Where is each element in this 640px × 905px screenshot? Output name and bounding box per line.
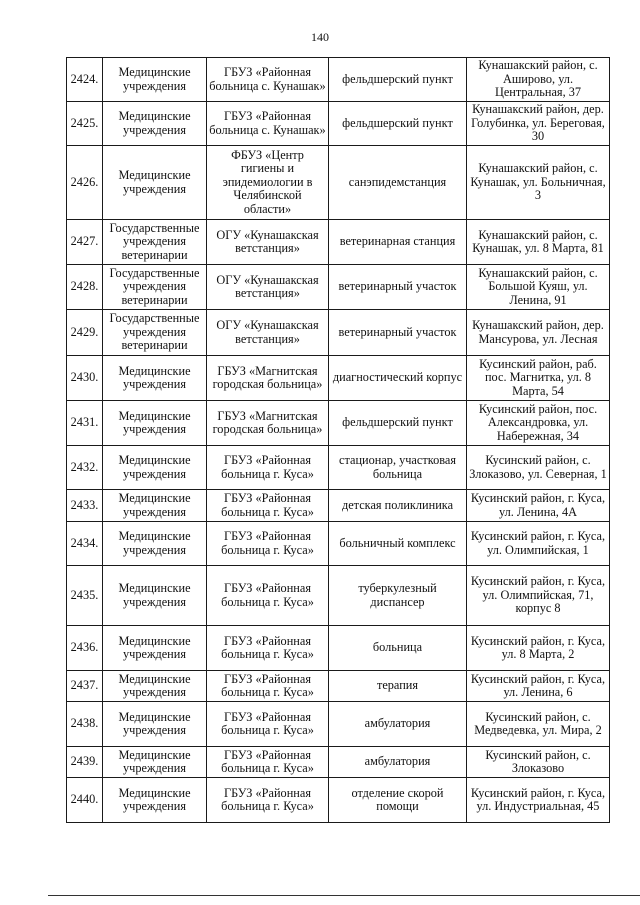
institution-type-cell: Медицинские учреждения <box>103 778 207 823</box>
object-cell: фельдшерский пункт <box>329 401 467 446</box>
organization-cell: ФБУЗ «Центр гигиены и эпидемиологии в Челябинской области» <box>207 146 329 220</box>
table-row <box>67 146 610 220</box>
organization-cell: ГБУЗ «Районная больница с. Кунашак» <box>207 102 329 146</box>
institution-type-cell: Медицинские учреждения <box>103 58 207 102</box>
address-cell: Кусинский район, с. Злоказово <box>467 747 610 778</box>
organization-cell: ГБУЗ «Районная больница г. Куса» <box>207 671 329 702</box>
table-row <box>67 58 610 102</box>
table-row <box>67 702 610 747</box>
object-cell: больничный комплекс <box>329 522 467 566</box>
object-cell: ветеринарный участок <box>329 265 467 310</box>
row-number-cell: 2437. <box>67 671 103 702</box>
object-cell: диагностический корпус <box>329 356 467 401</box>
institution-type-cell: Медицинские учреждения <box>103 626 207 671</box>
row-number-cell: 2429. <box>67 310 103 356</box>
row-number-cell: 2430. <box>67 356 103 401</box>
object-cell: фельдшерский пункт <box>329 58 467 102</box>
row-number-cell: 2436. <box>67 626 103 671</box>
row-number-cell: 2425. <box>67 102 103 146</box>
table-row <box>67 566 610 626</box>
table-row <box>67 401 610 446</box>
row-number-cell: 2439. <box>67 747 103 778</box>
page-number: 140 <box>311 30 329 44</box>
registry-table-body <box>67 58 610 823</box>
organization-cell: ГБУЗ «Районная больница с. Кунашак» <box>207 58 329 102</box>
address-cell: Кусинский район, г. Куса, ул. Индустриальная, 45 <box>467 778 610 823</box>
institution-type-cell: Государственные учреждения ветеринарии <box>103 265 207 310</box>
institution-type-cell: Медицинские учреждения <box>103 356 207 401</box>
object-cell: детская поликлиника <box>329 490 467 522</box>
institution-type-cell: Медицинские учреждения <box>103 102 207 146</box>
organization-cell: ГБУЗ «Районная больница г. Куса» <box>207 446 329 490</box>
organization-cell: ГБУЗ «Магнитская городская больница» <box>207 401 329 446</box>
table-row <box>67 778 610 823</box>
page-bottom-rule <box>48 895 640 896</box>
organization-cell: ГБУЗ «Районная больница г. Куса» <box>207 778 329 823</box>
institution-type-cell: Медицинские учреждения <box>103 566 207 626</box>
address-cell: Кусинский район, г. Куса, ул. Олимпийская, 1 <box>467 522 610 566</box>
object-cell: ветеринарная станция <box>329 220 467 265</box>
address-cell: Кусинский район, г. Куса, ул. Ленина, 6 <box>467 671 610 702</box>
organization-cell: ГБУЗ «Районная больница г. Куса» <box>207 626 329 671</box>
row-number-cell: 2427. <box>67 220 103 265</box>
institution-type-cell: Медицинские учреждения <box>103 522 207 566</box>
organization-cell: ГБУЗ «Районная больница г. Куса» <box>207 702 329 747</box>
institution-type-cell: Медицинские учреждения <box>103 671 207 702</box>
organization-cell: ГБУЗ «Районная больница г. Куса» <box>207 566 329 626</box>
institution-type-cell: Медицинские учреждения <box>103 702 207 747</box>
institution-type-cell: Государственные учреждения ветеринарии <box>103 220 207 265</box>
row-number-cell: 2438. <box>67 702 103 747</box>
object-cell: санэпидемстанция <box>329 146 467 220</box>
row-number-cell: 2424. <box>67 58 103 102</box>
organization-cell: ГБУЗ «Районная больница г. Куса» <box>207 490 329 522</box>
row-number-cell: 2440. <box>67 778 103 823</box>
object-cell: фельдшерский пункт <box>329 102 467 146</box>
table-row <box>67 446 610 490</box>
table-row <box>67 265 610 310</box>
object-cell: амбулатория <box>329 747 467 778</box>
institution-type-cell: Медицинские учреждения <box>103 747 207 778</box>
table-row <box>67 671 610 702</box>
object-cell: амбулатория <box>329 702 467 747</box>
row-number-cell: 2435. <box>67 566 103 626</box>
organization-cell: ОГУ «Кунашакская ветстанция» <box>207 265 329 310</box>
institution-type-cell: Медицинские учреждения <box>103 146 207 220</box>
table-row <box>67 356 610 401</box>
table-row <box>67 747 610 778</box>
address-cell: Кусинский район, раб. пос. Магнитка, ул. 8 Марта, 54 <box>467 356 610 401</box>
row-number-cell: 2426. <box>67 146 103 220</box>
table-row <box>67 310 610 356</box>
address-cell: Кунашакский район, с. Кунашак, ул. 8 Марта, 81 <box>467 220 610 265</box>
address-cell: Кусинский район, с. Медведевка, ул. Мира, 2 <box>467 702 610 747</box>
table-row <box>67 490 610 522</box>
institution-type-cell: Медицинские учреждения <box>103 401 207 446</box>
object-cell: терапия <box>329 671 467 702</box>
object-cell: туберкулезный диспансер <box>329 566 467 626</box>
organization-cell: ГБУЗ «Районная больница г. Куса» <box>207 747 329 778</box>
address-cell: Кусинский район, с. Злоказово, ул. Северная, 1 <box>467 446 610 490</box>
object-cell: стационар, участковая больница <box>329 446 467 490</box>
address-cell: Кунашакский район, с. Большой Куяш, ул. Ленина, 91 <box>467 265 610 310</box>
address-cell: Кунашакский район, дер. Голубинка, ул. Береговая, 30 <box>467 102 610 146</box>
row-number-cell: 2433. <box>67 490 103 522</box>
address-cell: Кунашакский район, дер. Мансурова, ул. Лесная <box>467 310 610 356</box>
institution-type-cell: Государственные учреждения ветеринарии <box>103 310 207 356</box>
table-row <box>67 220 610 265</box>
row-number-cell: 2434. <box>67 522 103 566</box>
organization-cell: ОГУ «Кунашакская ветстанция» <box>207 310 329 356</box>
institution-type-cell: Медицинские учреждения <box>103 490 207 522</box>
table-row <box>67 102 610 146</box>
object-cell: ветеринарный участок <box>329 310 467 356</box>
address-cell: Кусинский район, г. Куса, ул. Ленина, 4А <box>467 490 610 522</box>
address-cell: Кунашакский район, с. Кунашак, ул. Больничная, 3 <box>467 146 610 220</box>
object-cell: больница <box>329 626 467 671</box>
row-number-cell: 2432. <box>67 446 103 490</box>
address-cell: Кусинский район, пос. Александровка, ул. Набережная, 34 <box>467 401 610 446</box>
organization-cell: ОГУ «Кунашакская ветстанция» <box>207 220 329 265</box>
registry-table <box>66 57 610 823</box>
organization-cell: ГБУЗ «Районная больница г. Куса» <box>207 522 329 566</box>
address-cell: Кунашакский район, с. Аширово, ул. Центральная, 37 <box>467 58 610 102</box>
organization-cell: ГБУЗ «Магнитская городская больница» <box>207 356 329 401</box>
row-number-cell: 2431. <box>67 401 103 446</box>
table-row <box>67 626 610 671</box>
institution-type-cell: Медицинские учреждения <box>103 446 207 490</box>
address-cell: Кусинский район, г. Куса, ул. 8 Марта, 2 <box>467 626 610 671</box>
address-cell: Кусинский район, г. Куса, ул. Олимпийская, 71, корпус 8 <box>467 566 610 626</box>
table-row <box>67 522 610 566</box>
row-number-cell: 2428. <box>67 265 103 310</box>
object-cell: отделение скорой помощи <box>329 778 467 823</box>
